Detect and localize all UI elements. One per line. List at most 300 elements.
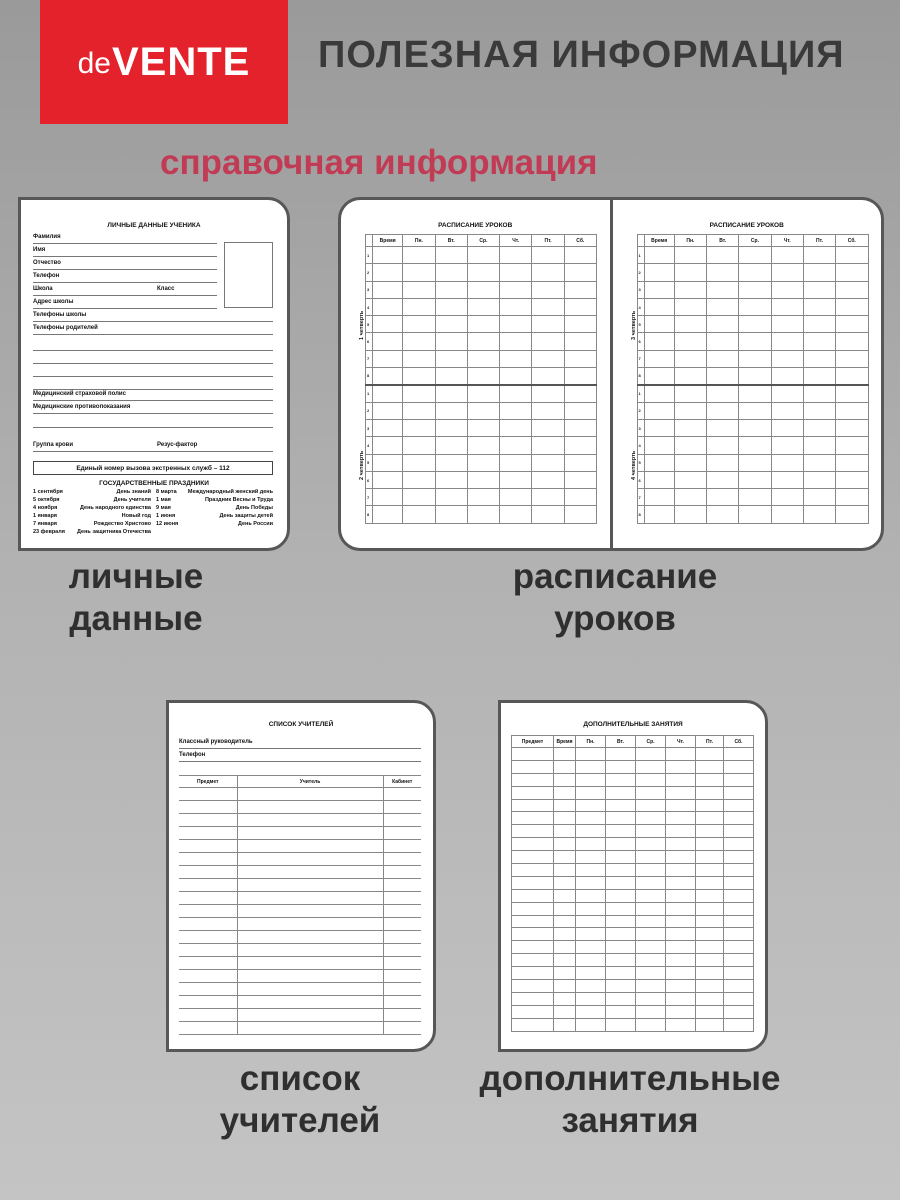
teachers-cell[interactable] bbox=[179, 957, 237, 970]
extra-cell[interactable] bbox=[696, 992, 724, 1005]
extra-cell[interactable] bbox=[724, 748, 754, 761]
extra-cell[interactable] bbox=[666, 799, 696, 812]
teachers-cell[interactable] bbox=[237, 1009, 383, 1022]
schedule-cell[interactable] bbox=[707, 368, 739, 385]
teachers-cell[interactable] bbox=[383, 905, 421, 918]
schedule-cell[interactable] bbox=[500, 489, 532, 506]
extra-cell[interactable] bbox=[724, 992, 754, 1005]
extra-cell[interactable] bbox=[606, 954, 636, 967]
schedule-cell[interactable] bbox=[500, 350, 532, 367]
schedule-cell[interactable] bbox=[739, 247, 771, 264]
schedule-cell[interactable] bbox=[435, 264, 467, 281]
extra-cell[interactable] bbox=[554, 851, 576, 864]
extra-cell[interactable] bbox=[576, 851, 606, 864]
schedule-cell[interactable] bbox=[373, 316, 403, 333]
extra-cell[interactable] bbox=[576, 773, 606, 786]
schedule-cell[interactable] bbox=[373, 298, 403, 315]
schedule-cell[interactable] bbox=[500, 264, 532, 281]
teachers-cell[interactable] bbox=[237, 892, 383, 905]
extra-cell[interactable] bbox=[606, 915, 636, 928]
schedule-cell[interactable] bbox=[403, 368, 435, 385]
schedule-cell[interactable] bbox=[500, 281, 532, 298]
teachers-cell[interactable] bbox=[179, 827, 237, 840]
extra-cell[interactable] bbox=[554, 915, 576, 928]
schedule-cell[interactable] bbox=[644, 264, 674, 281]
schedule-cell[interactable] bbox=[707, 298, 739, 315]
schedule-cell[interactable] bbox=[435, 489, 467, 506]
schedule-cell[interactable] bbox=[674, 298, 706, 315]
schedule-cell[interactable] bbox=[564, 471, 596, 488]
extra-cell[interactable] bbox=[576, 1005, 606, 1018]
schedule-cell[interactable] bbox=[739, 368, 771, 385]
extra-cell[interactable] bbox=[636, 825, 666, 838]
schedule-cell[interactable] bbox=[564, 402, 596, 419]
extra-cell[interactable] bbox=[606, 967, 636, 980]
teachers-cell[interactable] bbox=[383, 892, 421, 905]
extra-cell[interactable] bbox=[576, 941, 606, 954]
teachers-cell[interactable] bbox=[179, 996, 237, 1009]
schedule-cell[interactable] bbox=[435, 454, 467, 471]
schedule-cell[interactable] bbox=[403, 333, 435, 350]
extra-cell[interactable] bbox=[696, 967, 724, 980]
extra-cell[interactable] bbox=[576, 928, 606, 941]
extra-cell[interactable] bbox=[554, 786, 576, 799]
schedule-cell[interactable] bbox=[564, 333, 596, 350]
schedule-cell[interactable] bbox=[564, 437, 596, 454]
teachers-cell[interactable] bbox=[237, 788, 383, 801]
schedule-cell[interactable] bbox=[836, 402, 868, 419]
schedule-cell[interactable] bbox=[500, 298, 532, 315]
extra-cell[interactable] bbox=[696, 812, 724, 825]
schedule-cell[interactable] bbox=[403, 489, 435, 506]
extra-cell[interactable] bbox=[554, 1005, 576, 1018]
extra-cell[interactable] bbox=[636, 812, 666, 825]
extra-cell[interactable] bbox=[666, 1018, 696, 1031]
extra-cell[interactable] bbox=[724, 838, 754, 851]
extra-cell[interactable] bbox=[606, 1018, 636, 1031]
teachers-cell[interactable] bbox=[237, 853, 383, 866]
extra-cell[interactable] bbox=[636, 954, 666, 967]
schedule-cell[interactable] bbox=[803, 368, 835, 385]
schedule-cell[interactable] bbox=[803, 264, 835, 281]
extra-cell[interactable] bbox=[554, 1018, 576, 1031]
schedule-cell[interactable] bbox=[500, 247, 532, 264]
schedule-cell[interactable] bbox=[644, 437, 674, 454]
extra-cell[interactable] bbox=[576, 967, 606, 980]
schedule-cell[interactable] bbox=[500, 419, 532, 436]
schedule-cell[interactable] bbox=[564, 368, 596, 385]
schedule-cell[interactable] bbox=[707, 437, 739, 454]
schedule-cell[interactable] bbox=[803, 506, 835, 523]
extra-cell[interactable] bbox=[512, 864, 554, 877]
schedule-cell[interactable] bbox=[435, 402, 467, 419]
extra-cell[interactable] bbox=[636, 980, 666, 993]
extra-cell[interactable] bbox=[554, 838, 576, 851]
extra-cell[interactable] bbox=[512, 1005, 554, 1018]
extra-cell[interactable] bbox=[576, 915, 606, 928]
schedule-cell[interactable] bbox=[674, 419, 706, 436]
schedule-cell[interactable] bbox=[803, 350, 835, 367]
teachers-cell[interactable] bbox=[383, 827, 421, 840]
extra-cell[interactable] bbox=[666, 851, 696, 864]
schedule-cell[interactable] bbox=[467, 264, 499, 281]
schedule-cell[interactable] bbox=[771, 247, 803, 264]
extra-cell[interactable] bbox=[666, 876, 696, 889]
schedule-cell[interactable] bbox=[739, 454, 771, 471]
extra-cell[interactable] bbox=[696, 760, 724, 773]
extra-cell[interactable] bbox=[696, 1018, 724, 1031]
schedule-cell[interactable] bbox=[467, 454, 499, 471]
extra-cell[interactable] bbox=[636, 773, 666, 786]
schedule-cell[interactable] bbox=[644, 385, 674, 402]
extra-cell[interactable] bbox=[724, 864, 754, 877]
teachers-cell[interactable] bbox=[179, 918, 237, 931]
extra-cell[interactable] bbox=[724, 1018, 754, 1031]
extra-cell[interactable] bbox=[636, 1005, 666, 1018]
extra-cell[interactable] bbox=[606, 889, 636, 902]
teachers-cell[interactable] bbox=[179, 853, 237, 866]
schedule-cell[interactable] bbox=[373, 264, 403, 281]
extra-cell[interactable] bbox=[724, 980, 754, 993]
schedule-cell[interactable] bbox=[803, 454, 835, 471]
schedule-cell[interactable] bbox=[803, 247, 835, 264]
schedule-cell[interactable] bbox=[435, 350, 467, 367]
schedule-cell[interactable] bbox=[644, 419, 674, 436]
extra-cell[interactable] bbox=[696, 799, 724, 812]
schedule-cell[interactable] bbox=[739, 385, 771, 402]
schedule-cell[interactable] bbox=[564, 298, 596, 315]
schedule-cell[interactable] bbox=[373, 385, 403, 402]
extra-cell[interactable] bbox=[666, 864, 696, 877]
teachers-cell[interactable] bbox=[383, 931, 421, 944]
schedule-cell[interactable] bbox=[803, 402, 835, 419]
schedule-cell[interactable] bbox=[467, 350, 499, 367]
schedule-cell[interactable] bbox=[500, 385, 532, 402]
extra-cell[interactable] bbox=[636, 1018, 666, 1031]
teachers-cell[interactable] bbox=[383, 840, 421, 853]
extra-cell[interactable] bbox=[636, 928, 666, 941]
teachers-cell[interactable] bbox=[179, 814, 237, 827]
extra-cell[interactable] bbox=[724, 876, 754, 889]
schedule-cell[interactable] bbox=[532, 350, 564, 367]
extra-cell[interactable] bbox=[606, 1005, 636, 1018]
extra-cell[interactable] bbox=[696, 748, 724, 761]
extra-cell[interactable] bbox=[696, 889, 724, 902]
schedule-cell[interactable] bbox=[707, 454, 739, 471]
schedule-cell[interactable] bbox=[803, 419, 835, 436]
extra-cell[interactable] bbox=[636, 915, 666, 928]
schedule-cell[interactable] bbox=[532, 454, 564, 471]
teachers-cell[interactable] bbox=[179, 801, 237, 814]
schedule-cell[interactable] bbox=[739, 437, 771, 454]
extra-cell[interactable] bbox=[666, 941, 696, 954]
extra-cell[interactable] bbox=[576, 1018, 606, 1031]
schedule-cell[interactable] bbox=[739, 333, 771, 350]
schedule-cell[interactable] bbox=[644, 247, 674, 264]
schedule-cell[interactable] bbox=[674, 281, 706, 298]
schedule-cell[interactable] bbox=[467, 298, 499, 315]
extra-cell[interactable] bbox=[724, 915, 754, 928]
schedule-cell[interactable] bbox=[403, 454, 435, 471]
teachers-cell[interactable] bbox=[179, 1009, 237, 1022]
schedule-cell[interactable] bbox=[836, 489, 868, 506]
schedule-cell[interactable] bbox=[674, 471, 706, 488]
schedule-cell[interactable] bbox=[564, 350, 596, 367]
extra-cell[interactable] bbox=[696, 876, 724, 889]
schedule-cell[interactable] bbox=[644, 489, 674, 506]
extra-cell[interactable] bbox=[554, 889, 576, 902]
extra-cell[interactable] bbox=[512, 799, 554, 812]
teachers-cell[interactable] bbox=[383, 866, 421, 879]
schedule-cell[interactable] bbox=[564, 506, 596, 523]
schedule-cell[interactable] bbox=[532, 298, 564, 315]
teachers-cell[interactable] bbox=[237, 1022, 383, 1035]
schedule-cell[interactable] bbox=[403, 247, 435, 264]
schedule-cell[interactable] bbox=[707, 506, 739, 523]
schedule-cell[interactable] bbox=[771, 385, 803, 402]
extra-cell[interactable] bbox=[554, 992, 576, 1005]
extra-cell[interactable] bbox=[576, 876, 606, 889]
schedule-cell[interactable] bbox=[435, 506, 467, 523]
schedule-cell[interactable] bbox=[403, 437, 435, 454]
teachers-cell[interactable] bbox=[237, 866, 383, 879]
teachers-cell[interactable] bbox=[383, 853, 421, 866]
extra-cell[interactable] bbox=[512, 902, 554, 915]
teachers-cell[interactable] bbox=[237, 840, 383, 853]
schedule-cell[interactable] bbox=[532, 402, 564, 419]
schedule-cell[interactable] bbox=[803, 281, 835, 298]
extra-cell[interactable] bbox=[576, 799, 606, 812]
schedule-cell[interactable] bbox=[803, 316, 835, 333]
extra-cell[interactable] bbox=[724, 799, 754, 812]
schedule-cell[interactable] bbox=[564, 281, 596, 298]
extra-cell[interactable] bbox=[636, 992, 666, 1005]
schedule-cell[interactable] bbox=[532, 437, 564, 454]
schedule-cell[interactable] bbox=[803, 489, 835, 506]
extra-cell[interactable] bbox=[636, 851, 666, 864]
schedule-cell[interactable] bbox=[771, 454, 803, 471]
teachers-cell[interactable] bbox=[383, 996, 421, 1009]
schedule-cell[interactable] bbox=[467, 333, 499, 350]
extra-cell[interactable] bbox=[512, 773, 554, 786]
schedule-cell[interactable] bbox=[674, 402, 706, 419]
schedule-cell[interactable] bbox=[532, 264, 564, 281]
schedule-cell[interactable] bbox=[739, 419, 771, 436]
schedule-cell[interactable] bbox=[532, 281, 564, 298]
extra-cell[interactable] bbox=[724, 851, 754, 864]
extra-cell[interactable] bbox=[696, 928, 724, 941]
schedule-cell[interactable] bbox=[403, 419, 435, 436]
extra-cell[interactable] bbox=[606, 992, 636, 1005]
schedule-cell[interactable] bbox=[771, 333, 803, 350]
extra-cell[interactable] bbox=[606, 760, 636, 773]
schedule-cell[interactable] bbox=[467, 368, 499, 385]
extra-cell[interactable] bbox=[724, 1005, 754, 1018]
teachers-cell[interactable] bbox=[237, 957, 383, 970]
schedule-cell[interactable] bbox=[403, 264, 435, 281]
extra-cell[interactable] bbox=[724, 902, 754, 915]
extra-cell[interactable] bbox=[606, 941, 636, 954]
extra-cell[interactable] bbox=[512, 812, 554, 825]
schedule-cell[interactable] bbox=[373, 471, 403, 488]
extra-cell[interactable] bbox=[724, 812, 754, 825]
extra-cell[interactable] bbox=[554, 928, 576, 941]
extra-cell[interactable] bbox=[696, 851, 724, 864]
extra-cell[interactable] bbox=[666, 825, 696, 838]
extra-cell[interactable] bbox=[606, 799, 636, 812]
extra-cell[interactable] bbox=[636, 760, 666, 773]
schedule-cell[interactable] bbox=[403, 281, 435, 298]
schedule-cell[interactable] bbox=[435, 333, 467, 350]
schedule-cell[interactable] bbox=[373, 281, 403, 298]
extra-cell[interactable] bbox=[576, 760, 606, 773]
extra-cell[interactable] bbox=[696, 915, 724, 928]
schedule-cell[interactable] bbox=[564, 316, 596, 333]
extra-cell[interactable] bbox=[512, 748, 554, 761]
extra-cell[interactable] bbox=[724, 773, 754, 786]
teachers-cell[interactable] bbox=[179, 983, 237, 996]
teachers-cell[interactable] bbox=[237, 905, 383, 918]
schedule-cell[interactable] bbox=[644, 454, 674, 471]
extra-cell[interactable] bbox=[606, 851, 636, 864]
extra-cell[interactable] bbox=[576, 812, 606, 825]
extra-cell[interactable] bbox=[512, 786, 554, 799]
extra-cell[interactable] bbox=[606, 812, 636, 825]
schedule-cell[interactable] bbox=[403, 298, 435, 315]
schedule-cell[interactable] bbox=[500, 402, 532, 419]
schedule-cell[interactable] bbox=[644, 368, 674, 385]
teachers-cell[interactable] bbox=[179, 944, 237, 957]
extra-cell[interactable] bbox=[636, 864, 666, 877]
extra-cell[interactable] bbox=[512, 915, 554, 928]
extra-cell[interactable] bbox=[606, 864, 636, 877]
schedule-cell[interactable] bbox=[373, 368, 403, 385]
schedule-cell[interactable] bbox=[674, 489, 706, 506]
schedule-cell[interactable] bbox=[373, 454, 403, 471]
schedule-cell[interactable] bbox=[771, 489, 803, 506]
extra-cell[interactable] bbox=[606, 773, 636, 786]
schedule-cell[interactable] bbox=[771, 316, 803, 333]
extra-cell[interactable] bbox=[666, 915, 696, 928]
schedule-cell[interactable] bbox=[836, 281, 868, 298]
schedule-cell[interactable] bbox=[739, 281, 771, 298]
schedule-cell[interactable] bbox=[674, 368, 706, 385]
extra-cell[interactable] bbox=[512, 941, 554, 954]
teachers-cell[interactable] bbox=[179, 879, 237, 892]
schedule-cell[interactable] bbox=[707, 264, 739, 281]
schedule-cell[interactable] bbox=[771, 350, 803, 367]
extra-cell[interactable] bbox=[554, 799, 576, 812]
extra-cell[interactable] bbox=[696, 980, 724, 993]
extra-cell[interactable] bbox=[666, 954, 696, 967]
schedule-cell[interactable] bbox=[836, 437, 868, 454]
schedule-cell[interactable] bbox=[771, 437, 803, 454]
extra-cell[interactable] bbox=[576, 889, 606, 902]
schedule-cell[interactable] bbox=[435, 437, 467, 454]
extra-cell[interactable] bbox=[512, 980, 554, 993]
extra-cell[interactable] bbox=[636, 902, 666, 915]
schedule-cell[interactable] bbox=[674, 385, 706, 402]
schedule-cell[interactable] bbox=[532, 247, 564, 264]
schedule-cell[interactable] bbox=[532, 489, 564, 506]
schedule-cell[interactable] bbox=[674, 437, 706, 454]
extra-cell[interactable] bbox=[636, 838, 666, 851]
schedule-cell[interactable] bbox=[644, 471, 674, 488]
schedule-cell[interactable] bbox=[564, 454, 596, 471]
schedule-cell[interactable] bbox=[373, 506, 403, 523]
teachers-cell[interactable] bbox=[237, 918, 383, 931]
extra-cell[interactable] bbox=[606, 980, 636, 993]
teachers-cell[interactable] bbox=[383, 918, 421, 931]
schedule-cell[interactable] bbox=[500, 506, 532, 523]
schedule-cell[interactable] bbox=[644, 402, 674, 419]
schedule-cell[interactable] bbox=[532, 316, 564, 333]
extra-cell[interactable] bbox=[554, 773, 576, 786]
extra-cell[interactable] bbox=[696, 954, 724, 967]
extra-cell[interactable] bbox=[554, 980, 576, 993]
schedule-cell[interactable] bbox=[836, 368, 868, 385]
schedule-cell[interactable] bbox=[707, 489, 739, 506]
teachers-cell[interactable] bbox=[237, 879, 383, 892]
schedule-cell[interactable] bbox=[435, 471, 467, 488]
extra-cell[interactable] bbox=[666, 902, 696, 915]
extra-cell[interactable] bbox=[636, 967, 666, 980]
extra-cell[interactable] bbox=[576, 838, 606, 851]
extra-cell[interactable] bbox=[724, 825, 754, 838]
schedule-cell[interactable] bbox=[500, 368, 532, 385]
extra-cell[interactable] bbox=[696, 786, 724, 799]
schedule-cell[interactable] bbox=[771, 471, 803, 488]
schedule-cell[interactable] bbox=[467, 316, 499, 333]
schedule-cell[interactable] bbox=[739, 264, 771, 281]
extra-cell[interactable] bbox=[696, 1005, 724, 1018]
teachers-cell[interactable] bbox=[383, 879, 421, 892]
schedule-cell[interactable] bbox=[836, 350, 868, 367]
schedule-cell[interactable] bbox=[435, 281, 467, 298]
teachers-cell[interactable] bbox=[237, 931, 383, 944]
schedule-cell[interactable] bbox=[836, 333, 868, 350]
schedule-cell[interactable] bbox=[803, 385, 835, 402]
schedule-cell[interactable] bbox=[500, 437, 532, 454]
teachers-cell[interactable] bbox=[237, 970, 383, 983]
teachers-cell[interactable] bbox=[179, 840, 237, 853]
teachers-cell[interactable] bbox=[179, 1022, 237, 1035]
extra-cell[interactable] bbox=[606, 786, 636, 799]
extra-cell[interactable] bbox=[666, 980, 696, 993]
extra-cell[interactable] bbox=[666, 760, 696, 773]
extra-cell[interactable] bbox=[512, 889, 554, 902]
teachers-cell[interactable] bbox=[237, 814, 383, 827]
extra-cell[interactable] bbox=[696, 773, 724, 786]
schedule-cell[interactable] bbox=[707, 471, 739, 488]
schedule-cell[interactable] bbox=[739, 489, 771, 506]
schedule-cell[interactable] bbox=[644, 316, 674, 333]
extra-cell[interactable] bbox=[696, 941, 724, 954]
extra-cell[interactable] bbox=[724, 786, 754, 799]
schedule-cell[interactable] bbox=[836, 471, 868, 488]
extra-cell[interactable] bbox=[512, 954, 554, 967]
teachers-cell[interactable] bbox=[179, 892, 237, 905]
teachers-cell[interactable] bbox=[179, 788, 237, 801]
extra-cell[interactable] bbox=[554, 864, 576, 877]
extra-cell[interactable] bbox=[696, 864, 724, 877]
schedule-cell[interactable] bbox=[373, 419, 403, 436]
teachers-cell[interactable] bbox=[383, 1009, 421, 1022]
schedule-cell[interactable] bbox=[707, 419, 739, 436]
schedule-cell[interactable] bbox=[836, 385, 868, 402]
extra-cell[interactable] bbox=[666, 992, 696, 1005]
schedule-cell[interactable] bbox=[403, 316, 435, 333]
